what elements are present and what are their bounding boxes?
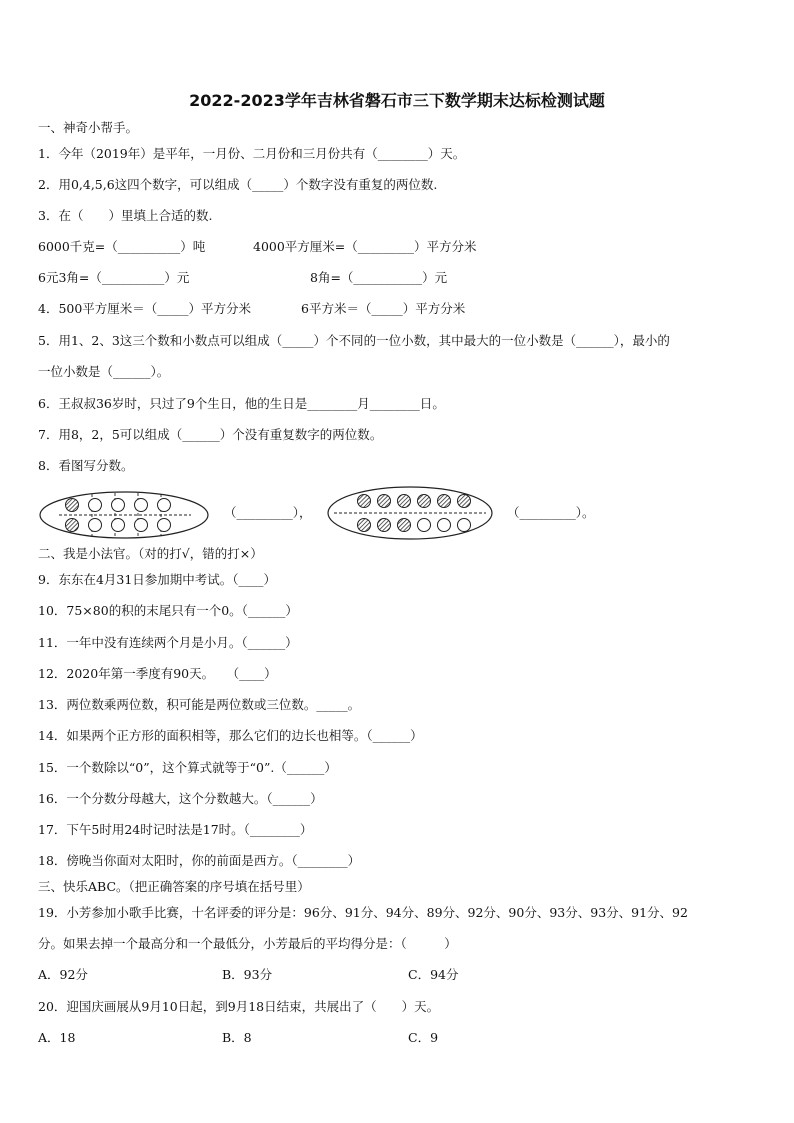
shaded-circle [398, 495, 411, 508]
question-7: 7．用8，2，5可以组成（______）个没有重复数字的两位数。 [38, 427, 383, 442]
question-3b: 4000平方厘米=（_________）平方分米 [253, 239, 477, 254]
question-3a: 6000千克=（__________）吨 [38, 239, 206, 254]
shaded-circle [378, 519, 391, 532]
question-4b: 6平方米＝（_____）平方分米 [301, 301, 466, 316]
question-19-line1: 19．小芳参加小歌手比赛，十名评委的评分是：96分、91分、94分、89分、92分、90分、93分、93分、91分、92 [38, 905, 688, 920]
page-title: 2022-2023学年吉林省磐石市三下数学期末达标检测试题 [189, 91, 605, 110]
question-17: 17．下午5时用24时记时法是17时。（________） [38, 822, 313, 837]
question-1: 1．今年（2019年）是平年，一月份、二月份和三月份共有（________）天。 [38, 146, 466, 161]
question-19-option-a: A．92分 [38, 967, 88, 982]
shaded-circle [358, 495, 371, 508]
shaded-circle [438, 495, 451, 508]
section-heading-3: 三、快乐ABC。（把正确答案的序号填在括号里） [38, 879, 310, 894]
question-5-line2: 一位小数是（______）。 [38, 364, 170, 379]
empty-circle [158, 499, 171, 512]
shaded-circle [66, 519, 79, 532]
question-8-blank-2: （_________）。 [507, 505, 595, 520]
fraction-figure-1 [38, 490, 210, 540]
section-heading-2: 二、我是小法官。（对的打√，错的打×） [38, 546, 263, 561]
question-20-option-c: C．9 [408, 1030, 439, 1045]
question-16: 16．一个分数分母越大，这个分数越大。（______） [38, 791, 323, 806]
question-4a: 4．500平方厘米＝（_____）平方分米 [38, 301, 252, 316]
question-20-option-a: A．18 [38, 1030, 76, 1045]
question-6: 6．王叔叔36岁时，只过了9个生日，他的生日是________月________日。 [38, 396, 445, 411]
question-9: 9．东东在4月31日参加期中考试。（____） [38, 572, 277, 587]
question-5-line1: 5．用1、2、3这三个数和小数点可以组成（_____）个不同的一位小数，其中最大的一位小数是（______），最小的 [38, 333, 670, 348]
empty-circle [158, 519, 171, 532]
empty-circle [135, 499, 148, 512]
shaded-circle [358, 519, 371, 532]
question-18: 18．傍晚当你面对太阳时，你的前面是西方。（________） [38, 853, 361, 868]
shaded-circle [398, 519, 411, 532]
question-8: 8．看图写分数。 [38, 458, 134, 473]
question-19-line2: 分。如果去掉一个最高分和一个最低分，小芳最后的平均得分是：（ ） [38, 936, 457, 951]
empty-circle [458, 519, 471, 532]
shaded-circle [378, 495, 391, 508]
section-heading-1: 一、神奇小帮手。 [38, 120, 139, 135]
question-3d: 8角=（___________）元 [310, 270, 448, 285]
shaded-circle [418, 495, 431, 508]
empty-circle [418, 519, 431, 532]
shaded-circle [66, 499, 79, 512]
question-3c: 6元3角=（__________）元 [38, 270, 190, 285]
question-12: 12．2020年第一季度有90天。 （____） [38, 666, 277, 681]
question-14: 14．如果两个正方形的面积相等，那么它们的边长也相等。（______） [38, 728, 423, 743]
question-3: 3．在（ ）里填上合适的数. [38, 208, 213, 223]
figure-1-dividers [59, 493, 191, 537]
shaded-circle [458, 495, 471, 508]
question-19-option-c: C．94分 [408, 967, 459, 982]
question-8-blank-1: （_________）， [224, 505, 312, 520]
question-15: 15．一个数除以“0”，这个算式就等于“0”.（______） [38, 760, 337, 775]
empty-circle [89, 499, 102, 512]
question-13: 13．两位数乘两位数，积可能是两位数或三位数。_____。 [38, 697, 361, 712]
question-11: 11．一年中没有连续两个月是小月。（______） [38, 635, 298, 650]
question-19-option-b: B．93分 [222, 967, 273, 982]
fraction-figure-2 [326, 485, 494, 541]
empty-circle [89, 519, 102, 532]
empty-circle [112, 499, 125, 512]
empty-circle [438, 519, 451, 532]
question-10: 10．75×80的积的末尾只有一个0。（______） [38, 603, 298, 618]
question-2: 2．用0,4,5,6这四个数字，可以组成（_____）个数字没有重复的两位数. [38, 177, 438, 192]
empty-circle [112, 519, 125, 532]
question-20-option-b: B．8 [222, 1030, 252, 1045]
question-20: 20．迎国庆画展从9月10日起，到9月18日结束，共展出了（ ）天。 [38, 999, 440, 1014]
empty-circle [135, 519, 148, 532]
